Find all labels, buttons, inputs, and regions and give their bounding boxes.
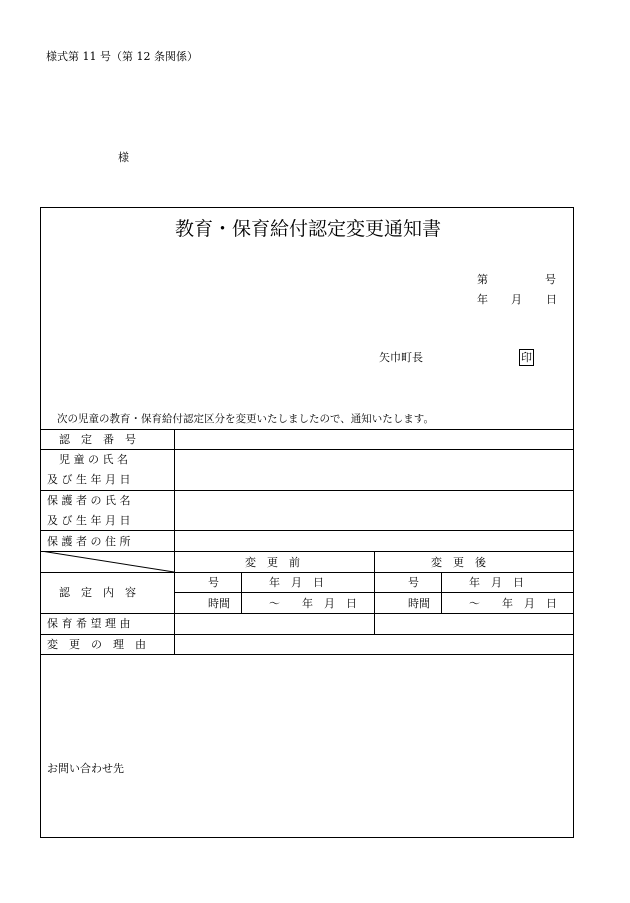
before-end-date: ～ 年 月 日 — [269, 597, 357, 610]
label-guardian-name: 保 護 者 の 氏 名 — [47, 494, 131, 507]
table-line — [374, 551, 375, 634]
notice-title: 教育・保育給付認定変更通知書 — [174, 218, 441, 240]
notice-date-day: 日 — [546, 293, 557, 306]
before-start-date: 年 月 日 — [269, 576, 324, 589]
notice-frame — [40, 207, 574, 838]
table-line — [41, 654, 573, 655]
after-hours: 時間 — [408, 597, 430, 610]
notice-date-month: 月 — [511, 293, 522, 306]
intro-text: 次の児童の教育・保育給付認定区分を変更いたしましたので、通知いたします。 — [57, 413, 434, 425]
form-number: 様式第 11 号（第 12 条関係） — [46, 50, 198, 63]
label-guardian-birth: 及 び 生 年 月 日 — [47, 514, 131, 527]
label-child-birth: 及 び 生 年 月 日 — [47, 473, 131, 486]
after-go: 号 — [408, 576, 419, 589]
table-line — [41, 449, 573, 450]
label-child-name: 児 童 の 氏 名 — [59, 453, 128, 466]
table-line — [41, 429, 573, 430]
table-line — [41, 634, 573, 635]
column-before: 変 更 前 — [245, 556, 300, 569]
before-go: 号 — [208, 576, 219, 589]
after-start-date: 年 月 日 — [469, 576, 524, 589]
notice-number-suffix: 号 — [545, 273, 556, 286]
addressee-suffix: 様 — [118, 151, 129, 164]
notice-number-prefix: 第 — [477, 273, 488, 286]
label-cert-content: 認 定 内 容 — [59, 586, 136, 599]
table-line — [441, 572, 442, 613]
after-end-date: ～ 年 月 日 — [469, 597, 557, 610]
issuer-name: 矢巾町長 — [379, 351, 423, 364]
label-guardian-address: 保 護 者 の 住 所 — [47, 535, 131, 548]
contact-label: お問い合わせ先 — [47, 762, 124, 775]
table-line — [41, 613, 573, 614]
seal-mark: 印 — [521, 351, 532, 364]
before-hours: 時間 — [208, 597, 230, 610]
label-cert-number: 認 定 番 号 — [59, 433, 136, 446]
table-line — [41, 530, 573, 531]
diagonal-header-line — [41, 551, 175, 573]
label-preferred-reason: 保 育 希 望 理 由 — [47, 617, 131, 630]
table-line — [241, 572, 242, 613]
table-line — [41, 490, 573, 491]
column-after: 変 更 後 — [431, 556, 486, 569]
label-change-reason: 変 更 の 理 由 — [47, 638, 146, 651]
notice-date-year: 年 — [477, 293, 488, 306]
table-line — [174, 429, 175, 654]
